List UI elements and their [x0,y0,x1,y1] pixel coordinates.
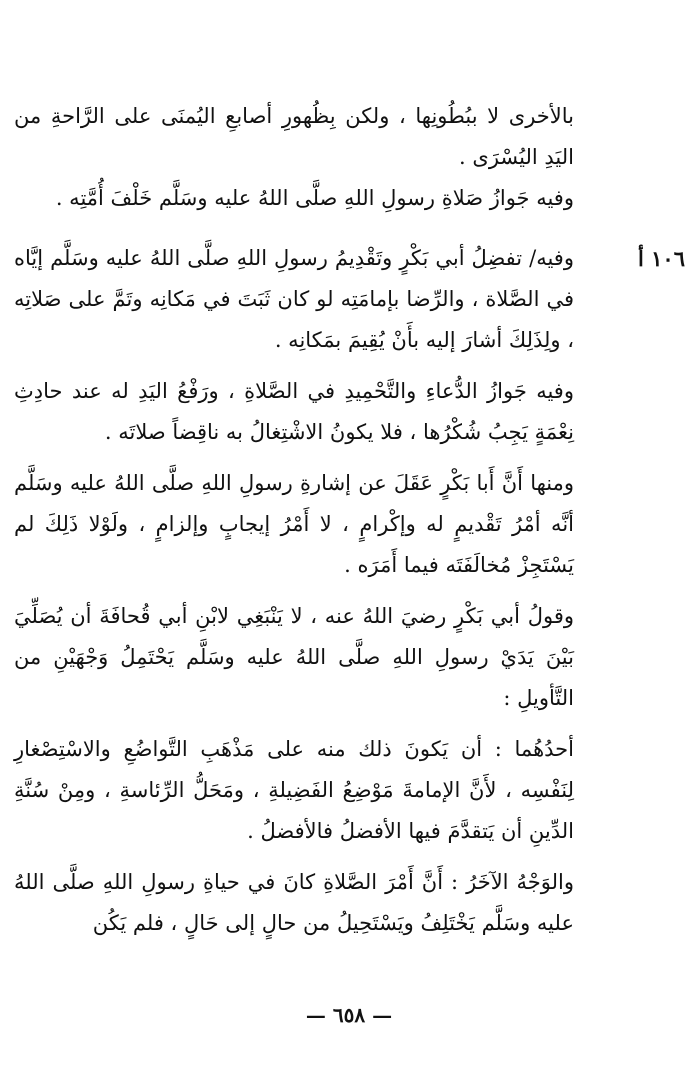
text-block-top [14,96,574,219]
manuscript-folio-marker: ١٠٦ أ [638,246,685,271]
paragraph-7: أحدُهُما : أن يَكونَ ذلك منه على مَذْهَبِ التَّواضُعِ والاسْتِصْغارِ لِنَفْسِه ، لأَنَّ الإمامةَ مَوْضِعُ الفَضِيلةِ ، ومَحَلُّ الرِّئاسةِ ، ومِنْ سُنَّةِ الدِّينِ أن يَتقدَّمَ فيها الأفضلُ فالأفضلُ . [14,737,574,843]
paragraph-gap [14,453,574,463]
paragraph-4: وفيه جَوازُ الدُّعاءِ والتَّحْمِيدِ في الصَّلاةِ ، ورَفْعُ اليَدِ له عند حادِثِ نِعْمَةٍ يَجِبُ شُكْرُها ، فلا يكونُ الاشْتِغالُ به ناقِضاً صلاتَه . [14,379,574,444]
paragraph-8: والوَجْهُ الآخَرُ : أَنَّ أَمْرَ الصَّلاةِ كانَ في حياةِ رسولِ اللهِ صلَّى اللهُ عليه وسَلَّم يَخْتَلِفُ ويَسْتَحِيلُ من حالٍ إلى حَالٍ ، فلم يَكُن [14,870,574,935]
paragraph-5: ومنها أَنَّ أَبا بَكْرٍ عَقَلَ عن إشارةِ رسولِ اللهِ صلَّى اللهُ عليه وسَلَّم أنَّه أمْرُ تَقْديمٍ له وإكْرامٍ ، لا أَمْرُ إيجابٍ وإلزامٍ ، ولَوْلا ذَلِكَ لم يَسْتَجِزْ مُخالَفَتَه فيما أَمَرَه . [14,471,574,577]
paragraph-2: وفيه جَوازُ صَلاةِ رسولِ اللهِ صلَّى اللهُ عليه وسَلَّم خَلْفَ أُمَّتِه . [55,186,574,210]
paragraph-3: وفيه/ تفضِلُ أبي بَكْرٍ وتَقْدِيمُ رسولِ اللهِ صلَّى اللهُ عليه وسَلَّم إيَّاه في الصَّلاة ، والرِّضا بإمامَتِه لو كان ثَبَتَ في مَكانِه وتَمَّ على صَلاتِه ، ولِذَلِكَ أشارَ إليه بأَنْ يُقِيمَ بمَكانِه . [14,246,574,352]
text-block-main [14,238,574,944]
paragraph-gap [14,586,574,596]
paragraph-gap [14,361,574,371]
paragraph-1: بالأخرى لا ببُطُونِها ، ولكن بِظُهورِ أصابعِ اليُمنَى على الرَّاحةِ من اليَدِ اليُسْرَى . [14,104,574,169]
paragraph-6: وقولُ أبي بَكْرٍ رضيَ اللهُ عنه ، لا يَنْبَغِي لابْنِ أبي قُحافَةَ أن يُصَلِّيَ بَيْنَ يَدَيْ رسولِ اللهِ صلَّى اللهُ عليه وسَلَّم يَحْتَمِلُ وَجْهَيْنِ من التَّأويلِ : [14,604,574,710]
paragraph-gap [14,852,574,862]
page-number: — ٦٥٨ — [305,1003,393,1027]
paragraph-gap [14,719,574,729]
